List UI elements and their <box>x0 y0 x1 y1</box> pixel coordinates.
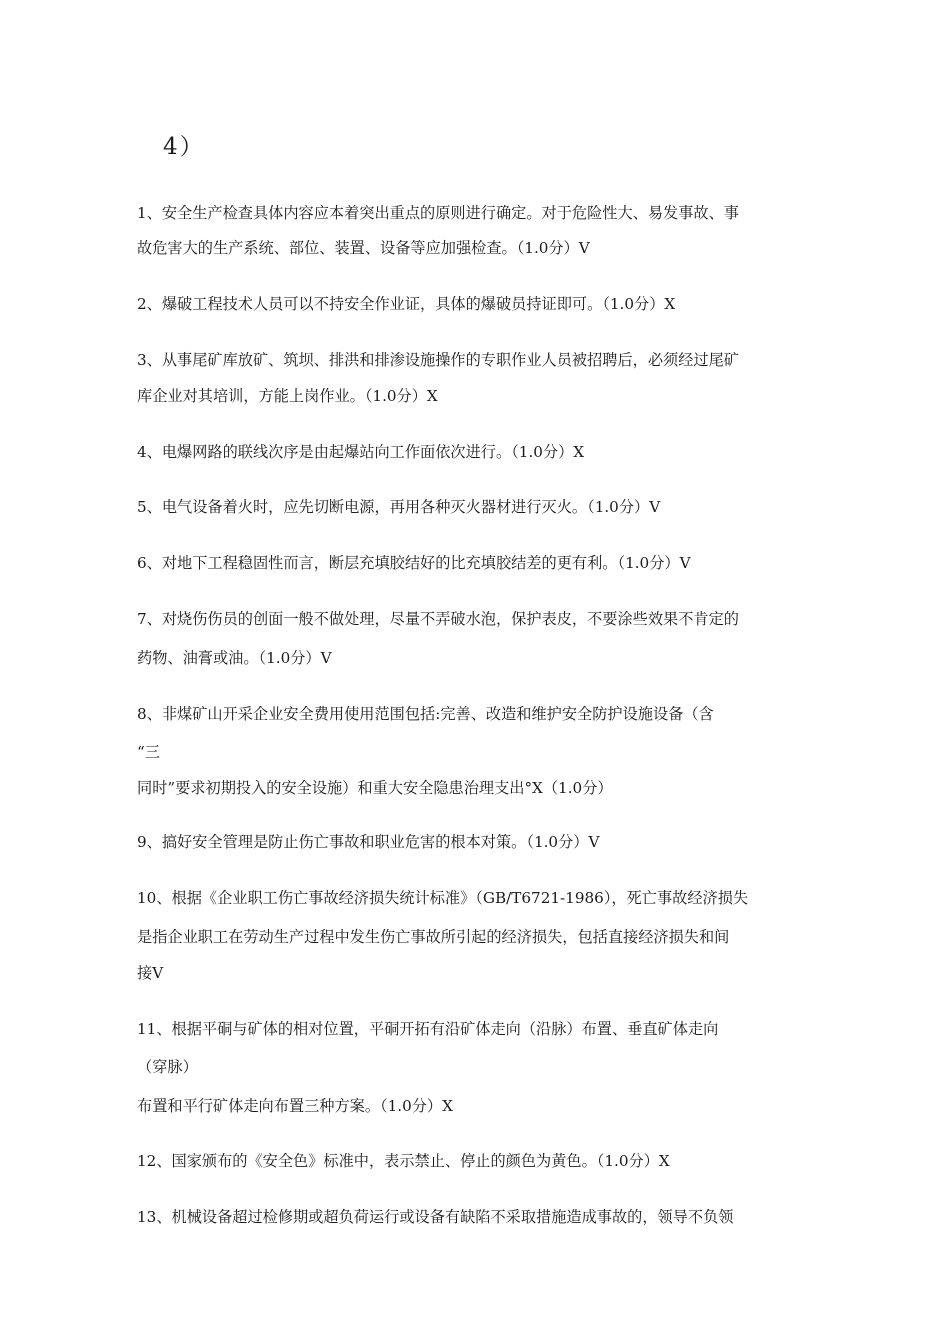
text-line: 药物、油膏或油。（1.0分）V <box>137 649 332 667</box>
text-line: 3、从事尾矿库放矿、筑坝、排洪和排渗设施操作的专职作业人员被招聘后，必须经过尾矿 <box>137 351 739 369</box>
text-line: 10、根据《企业职工伤亡事故经济损失统计标准》（GB/T6721-1986），死亡事故经济损失 <box>137 889 749 907</box>
text-line: 库企业对其培训，方能上岗作业。（1.0分）X <box>137 387 438 405</box>
text-line: 同时”要求初期投入的安全设施）和重大安全隐患治理支出°X（1.0分） <box>137 779 613 797</box>
text-line: 故危害大的生产系统、部位、装置、设备等应加强检查。（1.0分）V <box>137 239 590 257</box>
text-line: 是指企业职工在劳动生产过程中发生伤亡事故所引起的经济损失，包括直接经济损失和间 <box>137 928 730 946</box>
text-line: 接V <box>137 964 164 982</box>
text-line: 9、搞好安全管理是防止伤亡事故和职业危害的根本对策。（1.0分）V <box>137 833 600 851</box>
text-line: 7、对烧伤伤员的创面一般不做处理，尽量不弄破水泡，保护表皮，不要涂些效果不肯定的 <box>137 610 739 628</box>
text-line: 布置和平行矿体走向布置三种方案。（1.0分）X <box>137 1097 453 1115</box>
text-line: 5、电气设备着火时，应先切断电源，再用各种灭火器材进行灭火。（1.0分）V <box>137 498 661 516</box>
text-line: 8、非煤矿山开采企业安全费用使用范围包括:完善、改造和维护安全防护设施设备（含 <box>137 705 714 723</box>
text-line: 1、安全生产检查具体内容应本着突出重点的原则进行确定。对于危险性大、易发事故、事 <box>137 204 739 222</box>
text-line: “三 <box>137 743 160 761</box>
section-heading: 4） <box>163 134 205 160</box>
text-line: 2、爆破工程技术人员可以不持安全作业证，具体的爆破员持证即可。（1.0分）X <box>137 295 676 313</box>
text-line: 12、国家颁布的《安全色》标准中，表示禁止、停止的颜色为黄色。（1.0分）X <box>137 1152 670 1170</box>
text-line: 6、对地下工程稳固性而言，断层充填胶结好的比充填胶结差的更有利。（1.0分）V <box>137 554 691 572</box>
text-line: 4、电爆网路的联线次序是由起爆站向工作面依次进行。（1.0分）X <box>137 443 585 461</box>
text-line: 11、根据平硐与矿体的相对位置，平硐开拓有沿矿体走向（沿脉）布置、垂直矿体走向 <box>137 1020 719 1038</box>
text-line: （穿脉） <box>137 1058 198 1076</box>
text-line: 13、机械设备超过检修期或超负荷运行或设备有缺陷不采取措施造成事故的，领导不负领 <box>137 1208 734 1226</box>
